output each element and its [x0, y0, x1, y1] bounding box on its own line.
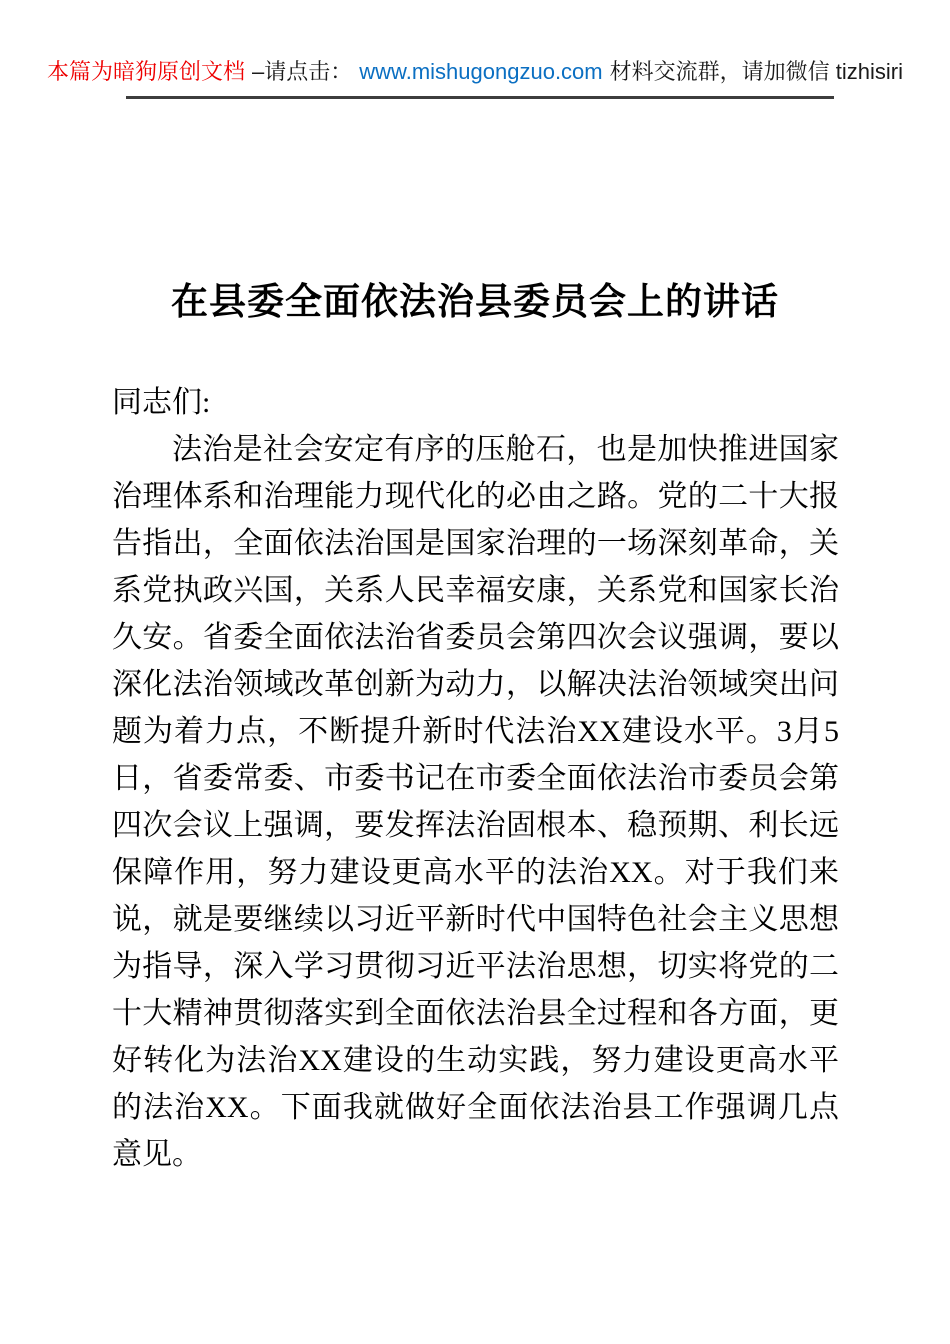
body-paragraph: 法治是社会安定有序的压舱石，也是加快推进国家治理体系和治理能力现代化的必由之路。党的二十大报告指出，全面依法治国是国家治理的一场深刻革命，关系党执政兴国，关系人民幸福安康，关系党和国家长治久安。省委全面依法治省委员会第四次会议强调，要以深化法治领域改革创新为动力，以解决法治领域突出问题为着力点，不断提升新时代法治XX建设水平。3月5日，省委常委、市委书记在市委全面依法治市委员会第四次会议上强调，要发挥法治固根本、稳预期、利长远保障作用，努力建设更高水平的法治XX。对于我们来说，就是要继续以习近平新时代中国特色社会主义思想为指导，深入学习贯彻习近平法治思想，切实将党的二十大精神贯彻落实到全面依法治县全过程和各方面，更好转化为法治XX建设的生动实践，努力建设更高水平的法治XX。下面我就做好全面依法治县工作强调几点意见。	[112, 433, 839, 1171]
salutation: 同志们:	[112, 386, 211, 419]
header-divider	[126, 96, 834, 99]
origin-label: 本篇为暗狗原创文档	[47, 59, 246, 84]
document-body	[112, 379, 839, 1178]
contact-info-label: 材料交流群，请加微信 tizhisiri	[609, 59, 903, 84]
header-banner	[0, 57, 950, 87]
page-title: 在县委全面依法治县委员会上的讲话	[171, 282, 779, 323]
header-website-link[interactable]: www.mishugongzuo.com	[359, 59, 603, 84]
click-prompt-label: –请点击：	[252, 59, 353, 84]
